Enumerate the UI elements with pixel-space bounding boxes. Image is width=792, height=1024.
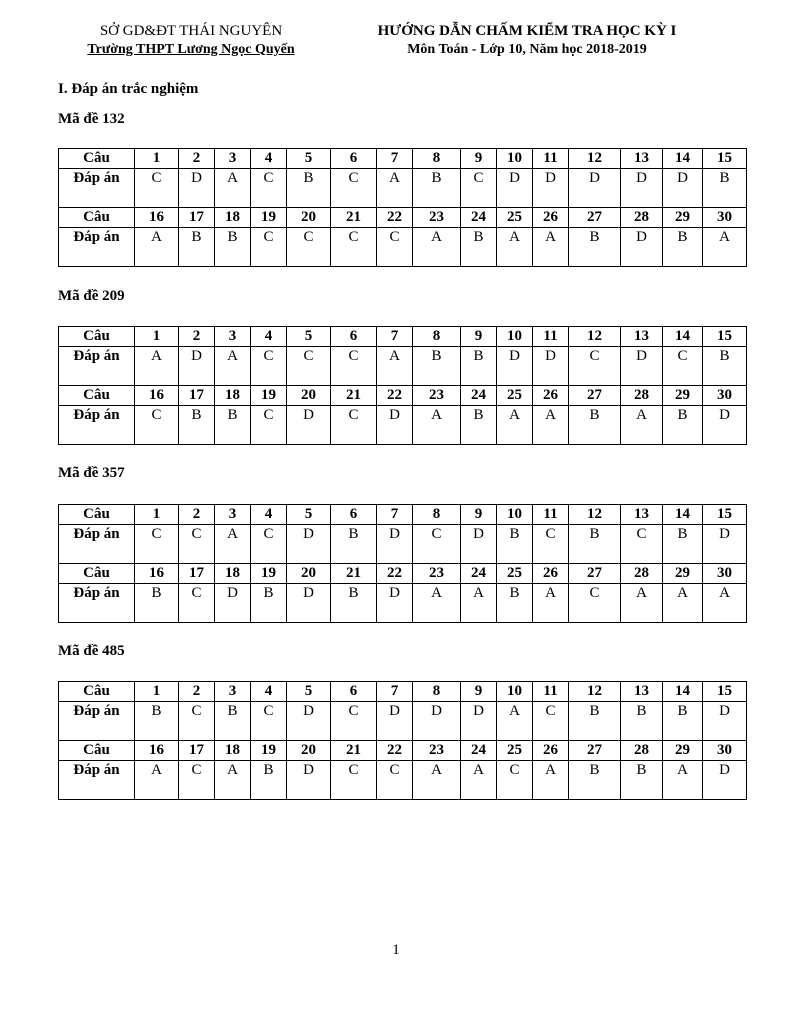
question-number-cell: 12 xyxy=(569,327,621,347)
question-number-cell: 16 xyxy=(135,741,179,761)
question-number-row xyxy=(59,327,747,347)
answer-cell: B xyxy=(287,169,331,208)
question-number-cell: 30 xyxy=(703,741,747,761)
answer-row-label: Đáp án xyxy=(59,169,135,208)
question-number-cell: 28 xyxy=(621,564,663,584)
question-row-label: Câu xyxy=(59,327,135,347)
answer-cell: C xyxy=(135,169,179,208)
answer-cell: A xyxy=(215,169,251,208)
question-number-cell: 23 xyxy=(413,208,461,228)
answer-cell: B xyxy=(621,702,663,741)
question-number-cell: 4 xyxy=(251,149,287,169)
answer-row-label: Đáp án xyxy=(59,525,135,564)
question-number-row xyxy=(59,149,747,169)
answer-cell: B xyxy=(497,525,533,564)
question-number-cell: 3 xyxy=(215,149,251,169)
answer-cell: C xyxy=(251,228,287,267)
answer-row-label: Đáp án xyxy=(59,406,135,445)
answer-row xyxy=(59,525,747,564)
question-number-cell: 15 xyxy=(703,505,747,525)
answer-table xyxy=(58,148,747,267)
question-number-cell: 16 xyxy=(135,386,179,406)
question-number-cell: 15 xyxy=(703,682,747,702)
question-row-label: Câu xyxy=(59,149,135,169)
question-number-cell: 14 xyxy=(663,149,703,169)
question-number-cell: 29 xyxy=(663,208,703,228)
answer-cell: C xyxy=(179,525,215,564)
answer-cell: B xyxy=(413,169,461,208)
answer-cell: D xyxy=(569,169,621,208)
answer-cell: A xyxy=(135,228,179,267)
answer-cell: B xyxy=(569,525,621,564)
answer-cell: C xyxy=(251,347,287,386)
question-row-label: Câu xyxy=(59,505,135,525)
answer-cell: A xyxy=(135,761,179,800)
question-number-cell: 2 xyxy=(179,505,215,525)
question-number-cell: 1 xyxy=(135,682,179,702)
question-number-cell: 18 xyxy=(215,386,251,406)
answer-cell: C xyxy=(135,525,179,564)
document-title: HƯỚNG DẪN CHẤM KIỂM TRA HỌC KỲ I xyxy=(377,23,677,39)
question-number-cell: 9 xyxy=(461,149,497,169)
answer-row xyxy=(59,406,747,445)
question-number-cell: 21 xyxy=(331,741,377,761)
question-number-cell: 8 xyxy=(413,149,461,169)
answer-cell: C xyxy=(663,347,703,386)
answer-cell: C xyxy=(179,761,215,800)
question-number-cell: 27 xyxy=(569,741,621,761)
answer-cell: A xyxy=(533,584,569,623)
question-number-cell: 27 xyxy=(569,208,621,228)
question-number-cell: 14 xyxy=(663,505,703,525)
answer-row xyxy=(59,228,747,267)
answer-cell: C xyxy=(533,525,569,564)
question-number-cell: 5 xyxy=(287,327,331,347)
question-number-cell: 30 xyxy=(703,386,747,406)
question-number-cell: 1 xyxy=(135,149,179,169)
question-number-cell: 25 xyxy=(497,564,533,584)
question-number-row xyxy=(59,564,747,584)
answer-cell: B xyxy=(663,702,703,741)
answer-row-label: Đáp án xyxy=(59,702,135,741)
page-number: 1 xyxy=(392,942,400,958)
answer-cell: C xyxy=(179,584,215,623)
department-name: SỞ GD&ĐT THÁI NGUYÊN xyxy=(99,23,283,39)
answer-cell: A xyxy=(377,347,413,386)
question-number-cell: 22 xyxy=(377,564,413,584)
question-number-cell: 3 xyxy=(215,682,251,702)
answer-cell: B xyxy=(251,761,287,800)
question-number-cell: 8 xyxy=(413,682,461,702)
answer-cell: D xyxy=(703,702,747,741)
answer-cell: B xyxy=(621,761,663,800)
question-number-cell: 21 xyxy=(331,386,377,406)
answer-cell: A xyxy=(377,169,413,208)
answer-cell: A xyxy=(621,406,663,445)
answer-cell: C xyxy=(331,228,377,267)
answer-cell: B xyxy=(135,702,179,741)
question-number-cell: 10 xyxy=(497,149,533,169)
answer-cell: D xyxy=(703,761,747,800)
question-number-cell: 11 xyxy=(533,327,569,347)
question-number-cell: 28 xyxy=(621,386,663,406)
question-row-label: Câu xyxy=(59,741,135,761)
question-number-cell: 18 xyxy=(215,564,251,584)
answer-cell: B xyxy=(569,406,621,445)
answer-cell: A xyxy=(533,761,569,800)
question-number-cell: 26 xyxy=(533,741,569,761)
answer-row-label: Đáp án xyxy=(59,761,135,800)
answer-cell: A xyxy=(497,406,533,445)
answer-cell: B xyxy=(703,169,747,208)
question-number-cell: 19 xyxy=(251,386,287,406)
question-number-cell: 14 xyxy=(663,682,703,702)
question-number-cell: 11 xyxy=(533,149,569,169)
answer-row-label: Đáp án xyxy=(59,584,135,623)
school-name: Trường THPT Lương Ngọc Quyến xyxy=(87,42,295,57)
answer-cell: D xyxy=(621,169,663,208)
answer-cell: D xyxy=(287,702,331,741)
answer-cell: D xyxy=(703,525,747,564)
answer-cell: C xyxy=(569,584,621,623)
question-number-cell: 9 xyxy=(461,327,497,347)
answer-cell: D xyxy=(377,584,413,623)
question-number-cell: 11 xyxy=(533,505,569,525)
answer-cell: D xyxy=(663,169,703,208)
answer-cell: C xyxy=(251,525,287,564)
answer-table xyxy=(58,326,747,445)
question-number-cell: 4 xyxy=(251,327,287,347)
question-number-cell: 7 xyxy=(377,327,413,347)
header-right xyxy=(312,22,742,59)
question-number-cell: 30 xyxy=(703,564,747,584)
question-number-cell: 21 xyxy=(331,564,377,584)
question-number-cell: 19 xyxy=(251,208,287,228)
answer-cell: D xyxy=(287,406,331,445)
answer-cell: A xyxy=(703,228,747,267)
answer-cell: B xyxy=(461,347,497,386)
answer-cell: C xyxy=(331,761,377,800)
answer-cell: B xyxy=(461,228,497,267)
question-number-cell: 8 xyxy=(413,327,461,347)
exam-code-title: Mã đề 209 xyxy=(58,288,125,304)
answer-cell: D xyxy=(621,347,663,386)
question-number-cell: 26 xyxy=(533,386,569,406)
question-number-cell: 2 xyxy=(179,682,215,702)
answer-cell: D xyxy=(377,406,413,445)
question-number-cell: 19 xyxy=(251,564,287,584)
question-number-cell: 22 xyxy=(377,208,413,228)
question-number-cell: 9 xyxy=(461,505,497,525)
answer-cell: B xyxy=(179,406,215,445)
question-number-cell: 12 xyxy=(569,682,621,702)
answer-cell: A xyxy=(215,347,251,386)
question-number-cell: 13 xyxy=(621,682,663,702)
answer-cell: D xyxy=(621,228,663,267)
answer-cell: B xyxy=(497,584,533,623)
question-number-cell: 11 xyxy=(533,682,569,702)
answer-cell: D xyxy=(179,347,215,386)
answer-cell: B xyxy=(179,228,215,267)
answer-cell: A xyxy=(135,347,179,386)
question-number-cell: 4 xyxy=(251,682,287,702)
answer-cell: C xyxy=(569,347,621,386)
question-number-cell: 29 xyxy=(663,741,703,761)
question-number-cell: 12 xyxy=(569,149,621,169)
answer-cell: C xyxy=(179,702,215,741)
answer-cell: B xyxy=(569,761,621,800)
question-number-cell: 10 xyxy=(497,327,533,347)
answer-cell: A xyxy=(663,761,703,800)
question-number-cell: 26 xyxy=(533,564,569,584)
question-number-cell: 17 xyxy=(179,208,215,228)
question-number-cell: 25 xyxy=(497,208,533,228)
question-number-cell: 24 xyxy=(461,208,497,228)
answer-cell: A xyxy=(461,584,497,623)
question-number-cell: 7 xyxy=(377,149,413,169)
question-number-cell: 14 xyxy=(663,327,703,347)
answer-cell: C xyxy=(621,525,663,564)
question-number-cell: 25 xyxy=(497,386,533,406)
question-number-cell: 5 xyxy=(287,505,331,525)
question-number-cell: 5 xyxy=(287,149,331,169)
answer-cell: A xyxy=(533,406,569,445)
answer-cell: D xyxy=(377,525,413,564)
answer-cell: B xyxy=(569,702,621,741)
answer-cell: C xyxy=(461,169,497,208)
answer-cell: C xyxy=(331,702,377,741)
answer-cell: B xyxy=(461,406,497,445)
question-number-cell: 29 xyxy=(663,564,703,584)
question-number-row xyxy=(59,741,747,761)
answer-cell: D xyxy=(497,169,533,208)
answer-cell: C xyxy=(251,702,287,741)
question-number-cell: 25 xyxy=(497,741,533,761)
question-number-cell: 24 xyxy=(461,564,497,584)
answer-cell: B xyxy=(331,525,377,564)
answer-cell: C xyxy=(287,228,331,267)
question-number-cell: 6 xyxy=(331,505,377,525)
answer-cell: A xyxy=(703,584,747,623)
question-number-cell: 17 xyxy=(179,564,215,584)
document-subtitle: Môn Toán - Lớp 10, Năm học 2018-2019 xyxy=(407,42,647,57)
answer-cell: D xyxy=(461,702,497,741)
answer-cell: C xyxy=(533,702,569,741)
question-number-cell: 28 xyxy=(621,741,663,761)
question-number-cell: 3 xyxy=(215,327,251,347)
answer-cell: D xyxy=(377,702,413,741)
question-number-cell: 28 xyxy=(621,208,663,228)
answer-cell: D xyxy=(287,761,331,800)
question-number-cell: 24 xyxy=(461,386,497,406)
question-number-cell: 22 xyxy=(377,386,413,406)
answer-cell: A xyxy=(413,584,461,623)
question-number-cell: 23 xyxy=(413,741,461,761)
answer-cell: D xyxy=(461,525,497,564)
answer-cell: B xyxy=(663,228,703,267)
answer-cell: B xyxy=(663,406,703,445)
question-number-cell: 17 xyxy=(179,741,215,761)
answer-table xyxy=(58,681,747,800)
question-number-cell: 6 xyxy=(331,327,377,347)
answer-cell: A xyxy=(413,761,461,800)
answer-cell: D xyxy=(287,584,331,623)
answer-cell: C xyxy=(331,406,377,445)
answer-cell: D xyxy=(413,702,461,741)
question-row-label: Câu xyxy=(59,682,135,702)
answer-cell: B xyxy=(215,228,251,267)
question-number-cell: 20 xyxy=(287,564,331,584)
section-title: I. Đáp án trắc nghiệm xyxy=(58,81,199,97)
exam-code-title: Mã đề 132 xyxy=(58,111,125,127)
answer-cell: A xyxy=(497,228,533,267)
answer-cell: B xyxy=(215,406,251,445)
question-number-row xyxy=(59,208,747,228)
answer-cell: A xyxy=(663,584,703,623)
question-number-cell: 24 xyxy=(461,741,497,761)
question-number-cell: 6 xyxy=(331,149,377,169)
question-number-cell: 9 xyxy=(461,682,497,702)
answer-cell: C xyxy=(135,406,179,445)
answer-cell: C xyxy=(287,347,331,386)
answer-cell: D xyxy=(287,525,331,564)
answer-table xyxy=(58,504,747,623)
answer-cell: B xyxy=(251,584,287,623)
question-number-cell: 26 xyxy=(533,208,569,228)
question-number-cell: 18 xyxy=(215,208,251,228)
exam-code-title: Mã đề 357 xyxy=(58,465,125,481)
question-number-cell: 22 xyxy=(377,741,413,761)
question-number-cell: 8 xyxy=(413,505,461,525)
answer-cell: A xyxy=(461,761,497,800)
question-number-cell: 15 xyxy=(703,327,747,347)
question-number-cell: 5 xyxy=(287,682,331,702)
answer-cell: A xyxy=(413,406,461,445)
answer-row xyxy=(59,169,747,208)
answer-cell: D xyxy=(533,347,569,386)
question-number-cell: 20 xyxy=(287,386,331,406)
answer-cell: D xyxy=(215,584,251,623)
question-number-cell: 12 xyxy=(569,505,621,525)
question-number-cell: 10 xyxy=(497,682,533,702)
question-number-cell: 3 xyxy=(215,505,251,525)
answer-cell: B xyxy=(569,228,621,267)
question-number-cell: 21 xyxy=(331,208,377,228)
answer-cell: B xyxy=(331,584,377,623)
question-number-cell: 17 xyxy=(179,386,215,406)
question-number-cell: 23 xyxy=(413,564,461,584)
answer-row xyxy=(59,761,747,800)
question-number-cell: 1 xyxy=(135,327,179,347)
answer-row xyxy=(59,702,747,741)
question-number-cell: 20 xyxy=(287,741,331,761)
answer-cell: A xyxy=(621,584,663,623)
answer-cell: D xyxy=(179,169,215,208)
question-number-cell: 16 xyxy=(135,208,179,228)
answer-cell: B xyxy=(663,525,703,564)
answer-cell: C xyxy=(331,347,377,386)
question-number-cell: 20 xyxy=(287,208,331,228)
question-number-cell: 6 xyxy=(331,682,377,702)
answer-cell: A xyxy=(533,228,569,267)
question-number-row xyxy=(59,682,747,702)
question-number-cell: 27 xyxy=(569,386,621,406)
question-row-label: Câu xyxy=(59,386,135,406)
question-number-cell: 7 xyxy=(377,505,413,525)
question-number-cell: 13 xyxy=(621,327,663,347)
answer-row-label: Đáp án xyxy=(59,347,135,386)
answer-cell: C xyxy=(413,525,461,564)
answer-cell: C xyxy=(251,169,287,208)
question-row-label: Câu xyxy=(59,208,135,228)
question-number-cell: 16 xyxy=(135,564,179,584)
answer-row xyxy=(59,584,747,623)
question-number-cell: 13 xyxy=(621,505,663,525)
answer-cell: A xyxy=(215,525,251,564)
answer-cell: D xyxy=(703,406,747,445)
question-number-cell: 27 xyxy=(569,564,621,584)
answer-cell: B xyxy=(215,702,251,741)
answer-cell: C xyxy=(331,169,377,208)
answer-cell: C xyxy=(377,761,413,800)
question-number-cell: 19 xyxy=(251,741,287,761)
question-number-cell: 10 xyxy=(497,505,533,525)
answer-cell: A xyxy=(215,761,251,800)
question-number-cell: 4 xyxy=(251,505,287,525)
answer-cell: B xyxy=(135,584,179,623)
question-number-cell: 7 xyxy=(377,682,413,702)
question-number-cell: 13 xyxy=(621,149,663,169)
question-row-label: Câu xyxy=(59,564,135,584)
question-number-cell: 18 xyxy=(215,741,251,761)
answer-row xyxy=(59,347,747,386)
header-left xyxy=(66,22,316,59)
question-number-cell: 2 xyxy=(179,149,215,169)
answer-row-label: Đáp án xyxy=(59,228,135,267)
question-number-cell: 29 xyxy=(663,386,703,406)
answer-cell: C xyxy=(251,406,287,445)
answer-cell: B xyxy=(703,347,747,386)
answer-cell: C xyxy=(377,228,413,267)
question-number-cell: 2 xyxy=(179,327,215,347)
question-number-cell: 30 xyxy=(703,208,747,228)
question-number-row xyxy=(59,386,747,406)
question-number-row xyxy=(59,505,747,525)
answer-cell: A xyxy=(497,702,533,741)
answer-cell: D xyxy=(497,347,533,386)
question-number-cell: 23 xyxy=(413,386,461,406)
exam-code-title: Mã đề 485 xyxy=(58,643,125,659)
answer-cell: C xyxy=(497,761,533,800)
answer-cell: A xyxy=(413,228,461,267)
answer-cell: D xyxy=(533,169,569,208)
question-number-cell: 15 xyxy=(703,149,747,169)
question-number-cell: 1 xyxy=(135,505,179,525)
answer-cell: B xyxy=(413,347,461,386)
